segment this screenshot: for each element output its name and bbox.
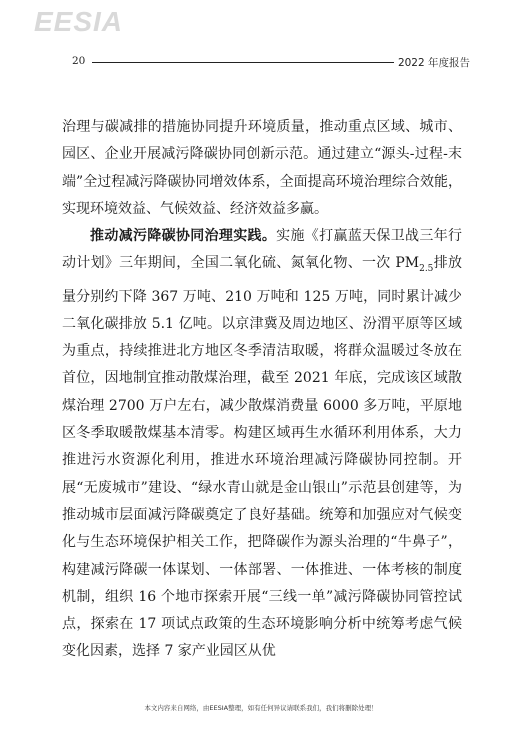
report-title: 2022 年度报告 xyxy=(397,57,470,69)
page-number: 20 xyxy=(72,55,86,67)
eesia-logo: EESIA xyxy=(34,6,124,37)
body-text xyxy=(62,114,462,666)
footer-disclaimer: 本文内容来自网络，由EESIA整理，如有任何异议请联系我们，我们将删除处理！ xyxy=(144,704,378,712)
paragraph-1: 治理与碳减排的措施协同提升环境质量，推动重点区域、城市、园区、企业开展减污降碳协同创新示范。通过建立“源头-过程-末端”全过程减污降碳协同增效体系，全面提高环境治理综合效能，实现环境效益、气候效益、经济效益多赢。 xyxy=(62,119,462,217)
pm-subscript: 2.5 xyxy=(419,264,434,275)
header-rule xyxy=(92,62,394,63)
paragraph-2 xyxy=(62,223,462,666)
paragraph-2-lead: 推动减污降碳协同治理实践。 xyxy=(90,228,277,245)
page-header xyxy=(72,55,470,69)
paragraph-2-text-b: 排放量分别约下降 367 万吨、210 万吨和 125 万吨，同时累计减少二氧化碳排放 5.1 亿吨。以京津冀及周边地区、汾渭平原等区域为重点，持续推进北方地区冬季清洁取暖，将群众温暖过冬放在首位，因地制宜推动散煤治理，截至 2021 年底，完成该区域散煤治理 2700 万户左右，减少散煤消费量 6000 多万吨，平原地区冬季取暖散煤基本清零。构建区域再生水循环利用体系，大力推进污水资源化利用，推进水环境治理减污降碳协同控制。开展“无废城市”建设、“绿水青山就是金山银山”示范县创建等，为推动城市层面减污降碳奠定了良好基础。统筹和加强应对气候变化与生态环境保护相关工作，把降碳作为源头治理的“牛鼻子”，构建减污降碳一体谋划、一体部署、一体推进、一体考核的制度机制，组织 16 个地市探索开展“三线一单”减污降碳协同管控试点，探索在 17 项试点政策的生态环境影响分析中统筹考虑气候变化因素，选择 7 家产业园区从优 xyxy=(62,255,462,660)
paragraph-2-text-a: 实施《打赢蓝天保卫战三年行动计划》三年期间，全国二氧化硫、氮氧化物、一次 PM xyxy=(62,228,463,272)
